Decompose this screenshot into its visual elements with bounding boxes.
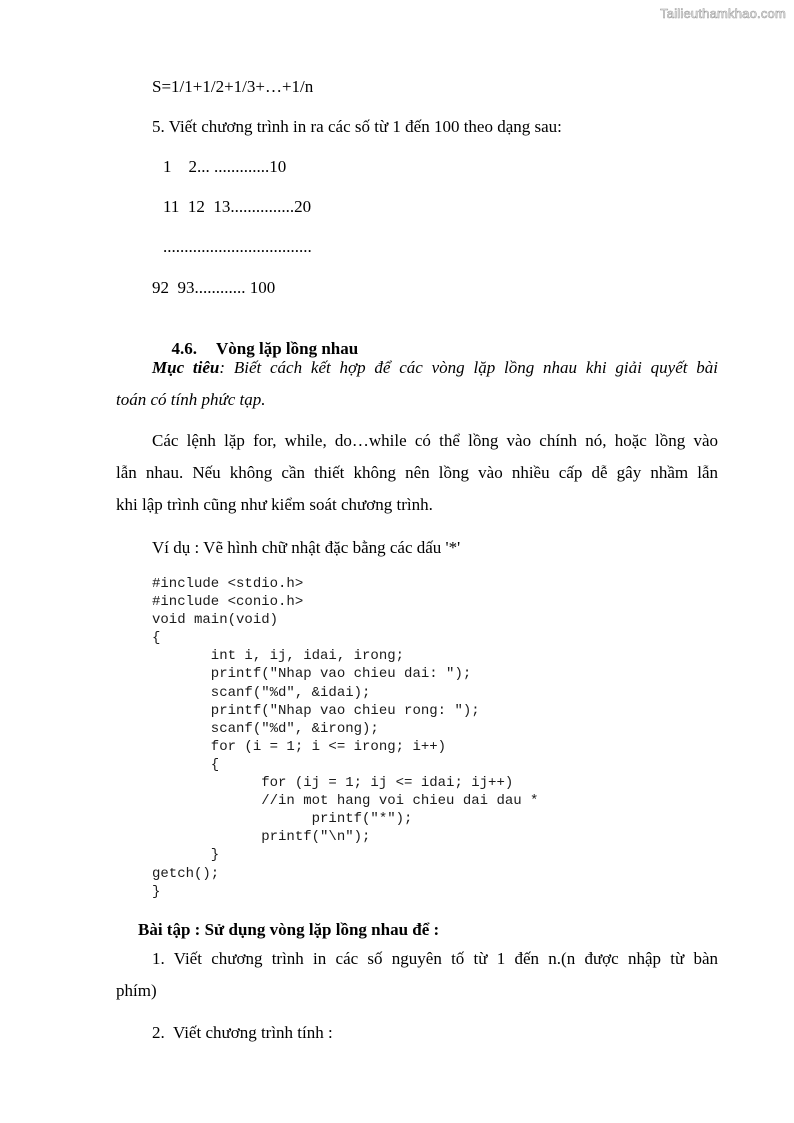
number-row-2: 11 12 13...............20 <box>163 197 312 216</box>
intro-line-2: lẫn nhau. Nếu không cần thiết không nên lồng vào nhiều cấp dễ gây nhầm lẫn <box>116 463 718 482</box>
intro-paragraph <box>116 425 718 521</box>
code-line: printf("\n"); <box>152 829 371 846</box>
code-line: int i, ij, idai, irong; <box>152 648 405 665</box>
objective-line-1: Mục tiêu: Biết cách kết hợp để các vòng lặp lồng nhau khi giải quyết bài <box>152 358 718 377</box>
formula-line: S=1/1+1/2+1/3+…+1/n <box>152 77 314 96</box>
code-line: scanf("%d", &irong); <box>152 720 379 737</box>
code-line: for (i = 1; i <= irong; i++) <box>152 738 447 755</box>
exercise-heading: Bài tập : Sử dụng vòng lặp lồng nhau để : <box>138 920 440 939</box>
code-block <box>152 575 538 901</box>
number-row-last: 92 93............ 100 <box>152 278 276 297</box>
code-line: #include <conio.h> <box>152 594 304 611</box>
exercise-1-line-1: 1. Viết chương trình in các số nguyên tố từ 1 đến n.(n được nhập từ bàn <box>152 949 718 968</box>
code-line: } <box>152 883 161 900</box>
exercise-2: 2. Viết chương trình tính : <box>152 1023 333 1042</box>
code-line: { <box>152 630 161 647</box>
code-line: void main(void) <box>152 612 279 629</box>
number-row-ellipsis: ................................... <box>163 237 312 256</box>
objective-label: Mục tiêu <box>152 358 220 377</box>
exercise-5: 5. Viết chương trình in ra các số từ 1 đến 100 theo dạng sau: <box>152 117 562 136</box>
exercise-1 <box>116 943 718 1007</box>
code-line: #include <stdio.h> <box>152 576 304 592</box>
section-title: Vòng lặp lồng nhau <box>216 339 359 358</box>
code-line: } <box>152 847 220 864</box>
objective-paragraph <box>116 352 718 416</box>
code-line: getch(); <box>152 865 220 882</box>
intro-line-1: Các lệnh lặp for, while, do…while có thể lồng vào chính nó, hoặc lồng vào <box>152 431 718 450</box>
code-line: { <box>152 756 220 773</box>
section-number: 4.6. <box>171 339 197 358</box>
code-line: printf("*"); <box>152 811 413 828</box>
code-line: printf("Nhap vao chieu dai: "); <box>152 666 472 683</box>
exercise-1-line-2: phím) <box>116 981 157 1000</box>
objective-line-2: toán có tính phức tạp. <box>116 390 266 409</box>
number-row-1: 1 2... .............10 <box>163 157 287 176</box>
watermark: Tailieuthamkhao.com <box>660 6 786 21</box>
code-line: //in mot hang voi chieu dai dau * <box>152 793 539 810</box>
code-line: printf("Nhap vao chieu rong: "); <box>152 702 480 719</box>
example-label: Ví dụ : Vẽ hình chữ nhật đặc bằng các dấu '*' <box>152 538 461 557</box>
code-line: for (ij = 1; ij <= idai; ij++) <box>152 775 514 792</box>
intro-line-3: khi lập trình cũng như kiểm soát chương trình. <box>116 495 433 514</box>
code-line: scanf("%d", &idai); <box>152 684 371 701</box>
